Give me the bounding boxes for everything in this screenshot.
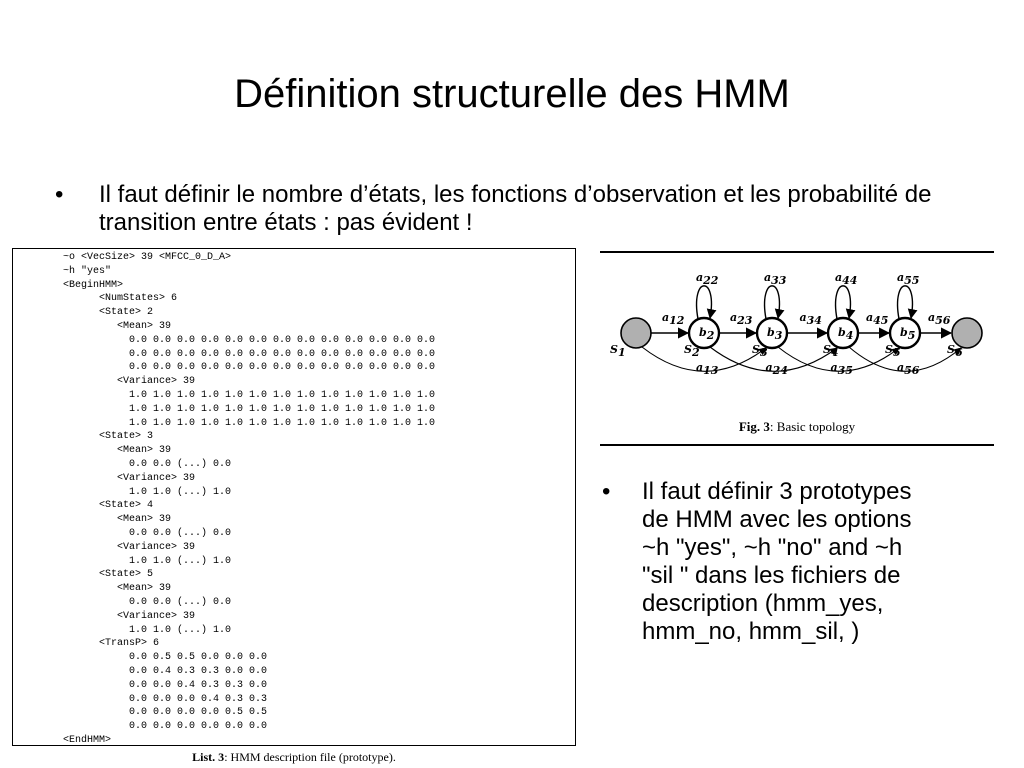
state-label: S3 [752,343,768,359]
self-loop-label: a22 [696,271,719,287]
listing-line: 0.0 0.0 (...) 0.0 [129,458,232,470]
state-node-s1 [621,318,651,348]
output-label: b3 [767,326,783,342]
self-loop [765,286,780,319]
listing-line: <Variance> 39 [117,541,196,553]
bullet-marker: • [55,181,64,208]
listing-line: <State> 4 [99,500,154,512]
listing-caption-label: List. 3 [192,750,225,764]
self-loop-label: a55 [897,271,920,287]
figure-caption [600,419,994,435]
skip-arc-label: a13 [696,361,719,377]
listing-line: 0.0 0.0 0.0 0.0 0.0 0.0 0.0 0.0 0.0 0.0 0.0 0.0 0.0 [129,362,436,374]
self-loop [898,286,913,319]
self-loop-label: a33 [764,271,787,287]
listing-caption-text: : HMM description file (prototype). [224,750,396,764]
listing-line: 1.0 1.0 1.0 1.0 1.0 1.0 1.0 1.0 1.0 1.0 1.0 1.0 1.0 [129,417,436,429]
self-loop [697,286,712,319]
bullet-text-2: Il faut définir 3 prototypes de HMM avec les options ~h "yes", ~h "no" and ~h "sil " dans les fichiers de description (hmm_yes, hmm_no, hmm_sil, ) [642,478,912,645]
state-label: S2 [684,343,700,359]
listing-line: <Mean> 39 [117,445,172,457]
listing-line: <BeginHMM> [63,279,124,291]
hmm-topology-diagram [600,261,994,411]
listing-line: 0.0 0.0 0.0 0.0 0.5 0.5 [129,707,268,719]
listing-line: ~h "yes" [63,265,112,277]
topology-figure [600,251,994,446]
output-label: b2 [699,326,715,342]
forward-arc-label: a45 [866,311,889,327]
listing-line: <NumStates> 6 [99,293,178,305]
listing-line: <Variance> 39 [117,376,196,388]
listing-line: 0.0 0.5 0.5 0.0 0.0 0.0 [129,652,268,664]
bullet-item-1 [55,181,995,237]
listing-line: 1.0 1.0 (...) 1.0 [129,486,232,498]
listing-line: <Mean> 39 [117,583,172,595]
self-loop-label: a44 [835,271,858,287]
listing-line: 1.0 1.0 (...) 1.0 [129,555,232,567]
output-label: b4 [838,326,854,342]
skip-arc-label: a56 [897,361,920,377]
bullet-text-1: Il faut définir le nombre d’états, les fonctions d’observation et les probabilité de transition entre états : pas évident ! [99,181,932,236]
listing-line: <TransP> 6 [99,638,160,650]
listing-line: 0.0 0.0 0.0 0.0 0.0 0.0 0.0 0.0 0.0 0.0 0.0 0.0 0.0 [129,334,436,346]
state-label: S6 [947,343,963,359]
listing-line: 0.0 0.0 0.0 0.4 0.3 0.3 [129,693,268,705]
listing-line: <State> 2 [99,307,154,319]
forward-arc-label: a34 [799,311,822,327]
listing-line: 0.0 0.0 0.0 0.0 0.0 0.0 0.0 0.0 0.0 0.0 0.0 0.0 0.0 [129,348,436,360]
skip-arc-label: a24 [765,361,788,377]
bullet-marker: • [602,478,611,505]
state-label: S5 [885,343,901,359]
listing-line: 1.0 1.0 1.0 1.0 1.0 1.0 1.0 1.0 1.0 1.0 1.0 1.0 1.0 [129,389,436,401]
listing-line: <Mean> 39 [117,320,172,332]
output-label: b5 [900,326,916,342]
listing-line: ~o <VecSize> 39 <MFCC_0_D_A> [63,252,232,263]
listing-line: 0.0 0.0 0.0 0.0 0.0 0.0 [129,721,268,733]
listing-line: <Variance> 39 [117,472,196,484]
listing-line: <EndHMM> [63,734,112,746]
listing-line: <State> 3 [99,431,154,443]
listing-line: 0.0 0.0 0.4 0.3 0.3 0.0 [129,679,268,691]
listing-line: 0.0 0.0 (...) 0.0 [129,527,232,539]
listing-line: 1.0 1.0 1.0 1.0 1.0 1.0 1.0 1.0 1.0 1.0 1.0 1.0 1.0 [129,403,436,415]
skip-arc-label: a35 [830,361,853,377]
listing-line: <State> 5 [99,569,154,581]
listing-line: 1.0 1.0 (...) 1.0 [129,624,232,636]
state-node-s6 [952,318,982,348]
forward-arc-label: a23 [730,311,753,327]
state-label: S1 [610,343,626,359]
listing-line: <Mean> 39 [117,514,172,526]
listing-line: 0.0 0.0 (...) 0.0 [129,596,232,608]
slide-title: Définition structurelle des HMM [234,72,790,116]
state-label: S4 [823,343,839,359]
listing-caption [12,750,576,764]
listing-line: <Variance> 39 [117,610,196,622]
hmm-description-listing [12,248,576,746]
forward-arc-label: a56 [928,311,951,327]
listing-code [63,251,435,748]
figure-caption-label: Fig. 3 [738,419,770,434]
figure-caption-text: : Basic topology [769,419,856,434]
bullet-item-2 [602,478,982,646]
self-loop [836,286,851,319]
forward-arc-label: a12 [662,311,685,327]
listing-line: 0.0 0.4 0.3 0.3 0.0 0.0 [129,665,268,677]
